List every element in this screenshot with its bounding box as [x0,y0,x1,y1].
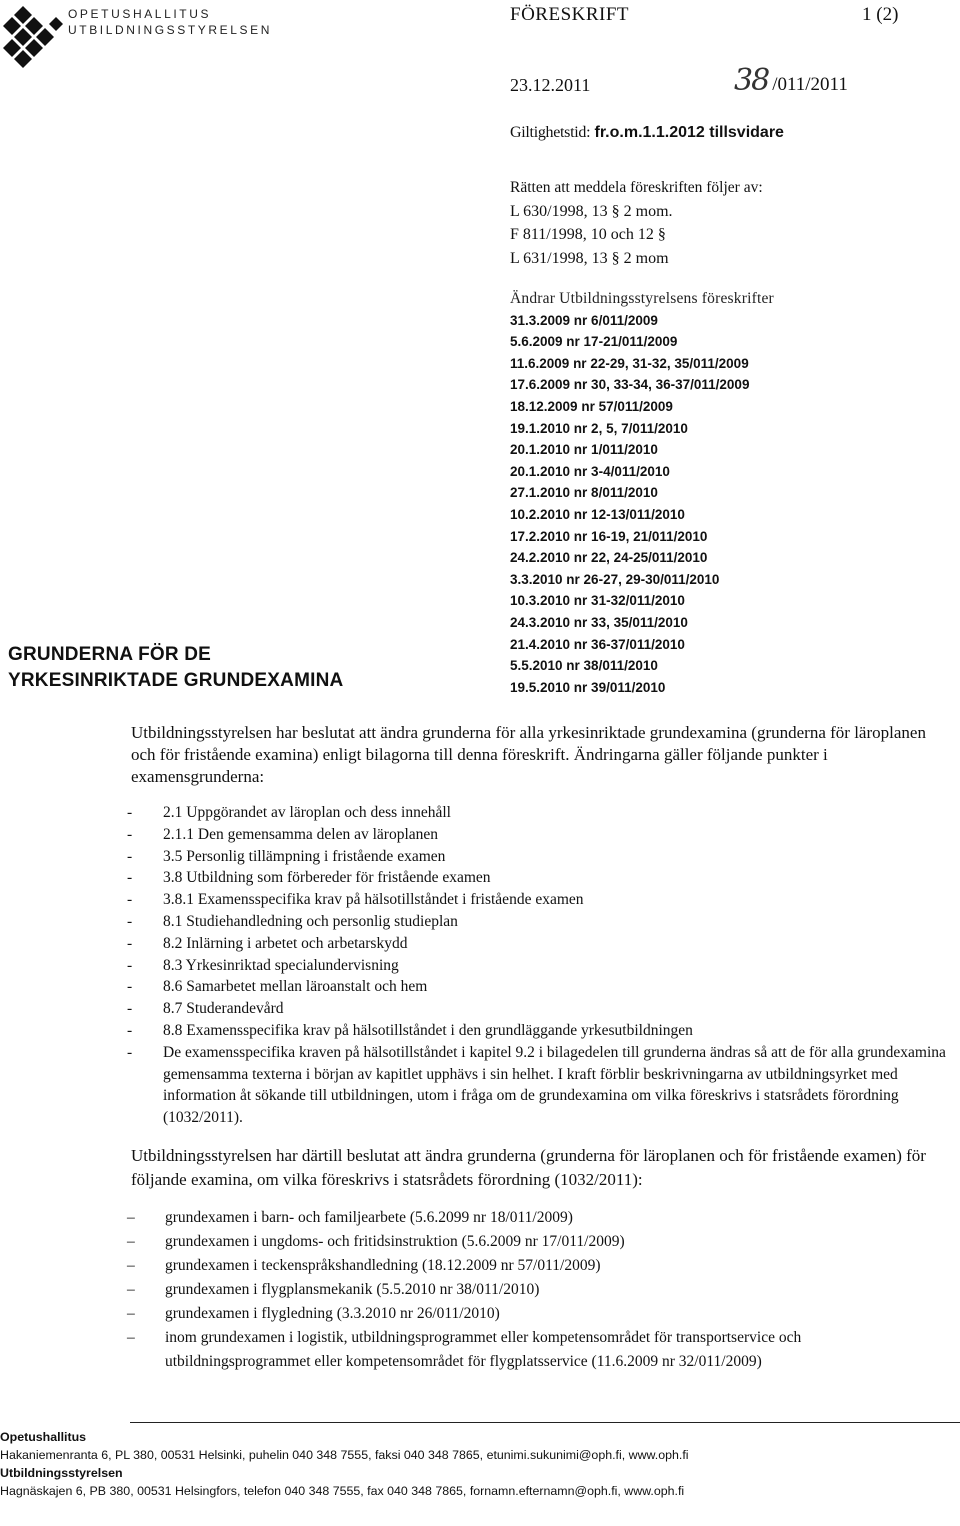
amended-regulation-item: 5.5.2010 nr 38/011/2010 [510,658,658,674]
oph-logo-icon [2,4,64,74]
list-item [127,1254,907,1278]
dash-bullet: – [127,1233,135,1250]
list-item [127,1302,907,1326]
footer-address-finnish: Hakaniemenranta 6, PL 380, 00531 Helsinki, puhelin 040 348 7555, faksi 040 348 7865, etunimi.sukunimi@oph.fi, www.oph.fi [0,1448,689,1462]
amended-regulation-item: 27.1.2010 nr 8/011/2010 [510,485,658,501]
list-item [127,1326,907,1374]
validity-period [510,122,784,142]
list-item-text: grundexamen i flygledning (3.3.2010 nr 26/011/2010) [165,1305,500,1322]
page-number: 1 (2) [862,4,899,25]
list-item [127,1020,957,1042]
document-number [734,63,848,98]
list-item [127,933,957,955]
dash-bullet: - [127,804,133,821]
dash-bullet: - [127,934,133,952]
document-number-suffix: /011/2011 [772,74,848,95]
dash-bullet: – [127,1209,135,1226]
dash-bullet: - [127,869,133,887]
dash-bullet: - [127,1000,133,1018]
amended-regulation-item: 31.3.2009 nr 6/011/2009 [510,312,658,328]
dash-bullet: – [127,1281,135,1298]
authority-item: L 631/1998, 13 § 2 mom [510,249,669,267]
list-item-text: 8.2 Inlärning i arbetet och arbetarskydd [163,934,408,952]
logo-wordmark [68,6,272,38]
legal-authority-block [510,176,763,270]
amended-regulation-item: 19.5.2010 nr 39/011/2010 [510,679,666,695]
dash-bullet: - [127,1021,133,1039]
footer-divider [130,1422,960,1423]
dash-bullet: - [127,847,133,865]
list-item-text: grundexamen i ungdoms- och fritidsinstruktion (5.6.2009 nr 17/011/2009) [165,1233,625,1250]
amended-regulation-item: 21.4.2010 nr 36-37/011/2010 [510,636,685,652]
dash-bullet: - [127,978,133,996]
amended-regulation-item: 10.2.2010 nr 12-13/011/2010 [510,506,685,522]
amended-regulation-item: 10.3.2010 nr 31-32/011/2010 [510,593,685,609]
list-item [127,824,957,846]
amended-regulation-item: 5.6.2009 nr 17-21/011/2009 [510,334,678,350]
list-item-text: 8.1 Studiehandledning och personlig studieplan [163,912,458,930]
list-item [127,1042,957,1129]
dash-bullet: - [127,1043,133,1061]
amended-regulation-item: 3.3.2010 nr 26-27, 29-30/011/2010 [510,571,720,587]
list-item-text: 3.5 Personlig tillämpning i fristående examen [163,847,446,865]
list-item [127,889,957,911]
list-item-text: 3.8 Utbildning som förbereder för fristående examen [163,869,491,887]
list-item [127,846,957,868]
document-subject-title [8,642,343,694]
footer-address-swedish: Hagnäskajen 6, PB 380, 00531 Helsingfors, telefon 040 348 7555, fax 040 348 7865, fornamn.efternamn@oph.fi, www.oph.fi [0,1484,685,1498]
list-item-text: 8.8 Examensspecifika krav på hälsotillståndet i den grundläggande yrkesutbildningen [163,1021,693,1039]
dash-bullet: - [127,956,133,974]
amended-regulation-item: 17.6.2009 nr 30, 33-34, 36-37/011/2009 [510,377,750,393]
dash-bullet: - [127,891,133,909]
list-item [127,802,957,824]
list-item [127,976,957,998]
subject-title-line: YRKESINRIKTADE GRUNDEXAMINA [8,670,344,691]
list-item-text: grundexamen i teckenspråkshandledning (18.12.2009 nr 57/011/2009) [165,1257,601,1274]
document-date: 23.12.2011 [510,75,591,95]
list-item-text: De examensspecifika kraven på hälsotillståndet i kapitel 9.2 i bilagedelen till grunderna ändras så att de för alla grundexamina gemensamma texterna i början av kapitlet upphävs i sin helhet. I kraft förblir beskrivningarna av utbildningsyrket med information åt sökande till utbildningen, utom i fråga om de grundexamina om vilka föreskrivs i statsrådets förordning (1032/2011). [163,1043,946,1127]
decision-paragraph: Utbildningsstyrelsen har beslutat att ändra grunderna för alla yrkesinriktade grundexamina (grunderna för läroplanen och för fristående examina) enligt bilagorna till denna föreskrift. Ändringarna gäller följande punkter i examensgrunderna: [131,723,926,786]
list-item-text: 2.1 Uppgörandet av läroplan och dess innehåll [163,804,451,821]
list-item-text: 8.6 Samarbetet mellan läroanstalt och hem [163,978,428,996]
dash-bullet: - [127,912,133,930]
authority-item: L 630/1998, 13 § 2 mom. [510,202,673,220]
dash-bullet: – [127,1257,135,1274]
list-item [127,911,957,933]
dash-bullet: - [127,825,133,843]
footer-org-swedish: Utbildningsstyrelsen [0,1466,123,1480]
amended-regulation-item: 24.2.2010 nr 22, 24-25/011/2010 [510,550,708,566]
list-item-text: 3.8.1 Examensspecifika krav på hälsotillståndet i fristående examen [163,891,584,909]
amended-regulation-item: 20.1.2010 nr 3-4/011/2010 [510,463,670,479]
list-item [127,1278,907,1302]
amended-points-list [127,802,957,1129]
list-item [127,1206,907,1230]
amended-regulation-item: 18.12.2009 nr 57/011/2009 [510,398,673,414]
dash-bullet: – [127,1329,135,1346]
amended-regulation-item: 11.6.2009 nr 22-29, 31-32, 35/011/2009 [510,355,749,371]
authority-intro: Rätten att meddela föreskriften följer av: [510,179,763,196]
logo-line-swedish: UTBILDNINGSSTYRELSEN [68,23,273,37]
list-item [127,1230,907,1254]
list-item-text: grundexamen i barn- och familjearbete (5.6.2099 nr 18/011/2009) [165,1209,573,1226]
amended-regulations-block [510,288,774,698]
list-item-text: grundexamen i flygplansmekanik (5.5.2010 nr 38/011/2010) [165,1281,540,1298]
dash-bullet: – [127,1305,135,1322]
amended-regulation-item: 24.3.2010 nr 33, 35/011/2010 [510,614,688,630]
logo-line-finnish: OPETUSHALLITUS [68,7,212,21]
subject-title-line: GRUNDERNA FÖR DE [8,644,212,665]
footer [0,1428,960,1500]
authority-item: F 811/1998, 10 och 12 § [510,226,666,243]
list-item [127,867,957,889]
list-item-text: 2.1.1 Den gemensamma delen av läroplanen [163,825,439,843]
list-item-text: 8.3 Yrkesinriktad specialundervisning [163,956,399,974]
validity-label: Giltighetstid: [510,124,591,141]
further-decision-paragraph: Utbildningsstyrelsen har därtill beslutat att ändra grunderna (grunderna för läroplanen och för fristående examen) för följande examina, om vilka föreskrivs i statsrådets förordning (1032/2011): [131,1146,926,1189]
amended-regulation-item: 20.1.2010 nr 1/011/2010 [510,442,658,458]
footer-org-finnish: Opetushallitus [0,1430,87,1444]
list-item [127,955,957,977]
list-item [127,998,957,1020]
amends-intro: Ändrar Utbildningsstyrelsens föreskrifter [510,290,774,307]
handwritten-number: 38 [734,63,769,98]
amended-regulation-item: 19.1.2010 nr 2, 5, 7/011/2010 [510,420,688,436]
list-item-text: inom grundexamen i logistik, utbildningsprogrammet eller kompetensområdet för transportservice och utbildningsprogrammet eller kompetensområdet för flygplatsservice (11.6.2009 nr 32/011/2009) [165,1329,802,1370]
list-item-text: 8.7 Studerandevård [163,1000,284,1018]
validity-value: fr.o.m.1.1.2012 tillsvidare [594,124,784,141]
document-type: FÖRESKRIFT [510,4,630,25]
amended-regulation-item: 17.2.2010 nr 16-19, 21/011/2010 [510,528,708,544]
affected-qualifications-list [127,1206,907,1374]
